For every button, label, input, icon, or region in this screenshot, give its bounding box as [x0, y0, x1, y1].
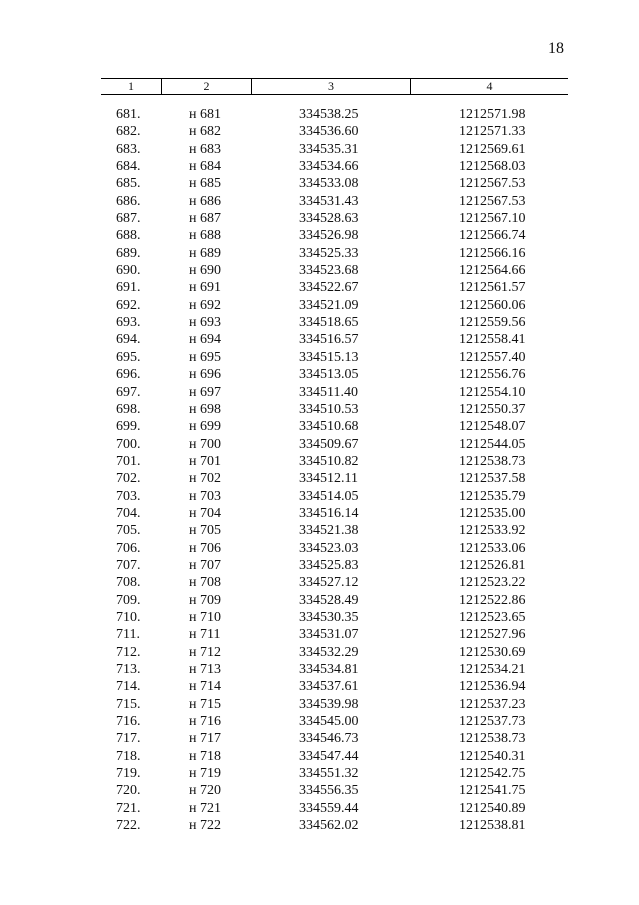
x-coordinate: 334545.00 [299, 714, 359, 730]
y-coordinate: 1212558.41 [459, 332, 526, 348]
point-name: н 688 [189, 228, 221, 244]
row-number: 711. [116, 627, 140, 643]
column-header-3: 3 [252, 79, 411, 94]
y-coordinate: 1212548.07 [459, 419, 526, 435]
point-name: н 704 [189, 505, 221, 521]
point-name: н 715 [189, 696, 221, 712]
y-coordinate: 1212538.73 [459, 453, 526, 469]
table-row [0, 609, 639, 626]
y-coordinate: 1212560.06 [459, 297, 526, 313]
table-row [0, 678, 639, 695]
x-coordinate: 334528.63 [299, 211, 359, 227]
table-row [0, 349, 639, 366]
row-number: 708. [116, 575, 141, 591]
x-coordinate: 334526.98 [299, 228, 359, 244]
point-name: н 690 [189, 263, 221, 279]
y-coordinate: 1212536.94 [459, 679, 526, 695]
row-number: 710. [116, 609, 141, 625]
table-row [0, 436, 639, 453]
x-coordinate: 334559.44 [299, 800, 359, 816]
y-coordinate: 1212534.21 [459, 662, 526, 677]
x-coordinate: 334535.31 [299, 141, 359, 157]
x-coordinate: 334510.68 [299, 419, 359, 435]
table-row [0, 418, 639, 435]
coordinate-table-body [0, 106, 639, 834]
point-name: н 709 [189, 592, 221, 608]
table-row [0, 592, 639, 609]
x-coordinate: 334522.67 [299, 280, 359, 296]
point-name: н 682 [189, 124, 221, 140]
row-number: 696. [116, 367, 141, 383]
table-row [0, 505, 639, 522]
table-row [0, 470, 639, 487]
y-coordinate: 1212567.10 [459, 211, 526, 227]
row-number: 713. [116, 662, 141, 677]
x-coordinate: 334537.61 [299, 679, 359, 695]
table-header [101, 78, 568, 95]
row-number: 721. [116, 800, 141, 816]
y-coordinate: 1212571.98 [459, 107, 526, 122]
point-name: н 683 [189, 141, 221, 157]
page-number: 18 [548, 40, 564, 57]
row-number: 709. [116, 592, 141, 608]
y-coordinate: 1212522.86 [459, 592, 526, 608]
x-coordinate: 334510.53 [299, 401, 359, 417]
y-coordinate: 1212535.79 [459, 488, 526, 504]
row-number: 699. [116, 419, 141, 435]
x-coordinate: 334539.98 [299, 696, 359, 712]
point-name: н 693 [189, 315, 221, 331]
row-number: 712. [116, 644, 141, 660]
point-name: н 721 [189, 800, 221, 816]
point-name: н 720 [189, 783, 221, 799]
column-header-2: 2 [162, 79, 252, 94]
row-number: 719. [116, 766, 141, 782]
point-name: н 684 [189, 159, 221, 175]
point-name: н 708 [189, 575, 221, 591]
y-coordinate: 1212526.81 [459, 557, 526, 573]
table-row [0, 800, 639, 817]
x-coordinate: 334521.38 [299, 523, 359, 539]
table-row [0, 175, 639, 192]
point-name: н 697 [189, 384, 221, 400]
y-coordinate: 1212527.96 [459, 627, 526, 643]
x-coordinate: 334515.13 [299, 349, 359, 365]
x-coordinate: 334534.81 [299, 662, 359, 677]
y-coordinate: 1212537.73 [459, 714, 526, 730]
row-number: 701. [116, 453, 141, 469]
point-name: н 711 [189, 627, 221, 643]
table-row [0, 366, 639, 383]
point-name: н 717 [189, 731, 221, 747]
y-coordinate: 1212537.58 [459, 471, 526, 487]
row-number: 700. [116, 436, 141, 452]
point-name: н 686 [189, 193, 221, 209]
point-name: н 696 [189, 367, 221, 383]
table-row [0, 626, 639, 643]
table-row [0, 331, 639, 348]
point-name: н 699 [189, 419, 221, 435]
row-number: 693. [116, 315, 141, 331]
row-number: 685. [116, 176, 141, 192]
row-number: 707. [116, 557, 141, 573]
table-row [0, 453, 639, 470]
point-name: н 692 [189, 297, 221, 313]
table-row [0, 817, 639, 834]
table-row [0, 401, 639, 418]
row-number: 698. [116, 401, 141, 417]
x-coordinate: 334534.66 [299, 159, 359, 175]
table-row [0, 644, 639, 661]
row-number: 688. [116, 228, 141, 244]
point-name: н 722 [189, 818, 221, 834]
point-name: н 698 [189, 401, 221, 417]
table-row [0, 522, 639, 539]
table-row [0, 245, 639, 262]
table-row [0, 730, 639, 747]
row-number: 718. [116, 748, 141, 764]
table-row [0, 262, 639, 279]
y-coordinate: 1212550.37 [459, 401, 526, 417]
table-row [0, 696, 639, 713]
table-row [0, 557, 639, 574]
y-coordinate: 1212540.89 [459, 800, 526, 816]
y-coordinate: 1212571.33 [459, 124, 526, 140]
x-coordinate: 334516.14 [299, 505, 359, 521]
table-row [0, 193, 639, 210]
point-name: н 687 [189, 211, 221, 227]
point-name: н 718 [189, 748, 221, 764]
point-name: н 689 [189, 245, 221, 261]
y-coordinate: 1212561.57 [459, 280, 526, 296]
column-header-4: 4 [486, 79, 493, 93]
y-coordinate: 1212533.92 [459, 523, 526, 539]
x-coordinate: 334512.11 [299, 471, 358, 487]
x-coordinate: 334525.83 [299, 557, 359, 573]
x-coordinate: 334511.40 [299, 384, 358, 400]
row-number: 695. [116, 349, 141, 365]
y-coordinate: 1212533.06 [459, 540, 526, 556]
y-coordinate: 1212557.40 [459, 349, 526, 365]
point-name: н 712 [189, 644, 221, 660]
table-row [0, 279, 639, 296]
x-coordinate: 334532.29 [299, 644, 359, 660]
table-row [0, 297, 639, 314]
table-row [0, 210, 639, 227]
x-coordinate: 334531.43 [299, 193, 359, 209]
row-number: 681. [116, 107, 141, 122]
table-row [0, 227, 639, 244]
point-name: н 700 [189, 436, 221, 452]
x-coordinate: 334528.49 [299, 592, 359, 608]
x-coordinate: 334536.60 [299, 124, 359, 140]
y-coordinate: 1212567.53 [459, 193, 526, 209]
table-row [0, 488, 639, 505]
y-coordinate: 1212523.65 [459, 609, 526, 625]
point-name: н 685 [189, 176, 221, 192]
row-number: 702. [116, 471, 141, 487]
table-row [0, 106, 639, 123]
table-row [0, 748, 639, 765]
row-number: 716. [116, 714, 141, 730]
row-number: 686. [116, 193, 141, 209]
table-row [0, 765, 639, 782]
y-coordinate: 1212559.56 [459, 315, 526, 331]
y-coordinate: 1212567.53 [459, 176, 526, 192]
point-name: н 681 [189, 107, 221, 122]
y-coordinate: 1212541.75 [459, 783, 526, 799]
row-number: 720. [116, 783, 141, 799]
x-coordinate: 334514.05 [299, 488, 359, 504]
point-name: н 710 [189, 609, 221, 625]
table-row [0, 782, 639, 799]
x-coordinate: 334523.68 [299, 263, 359, 279]
y-coordinate: 1212568.03 [459, 159, 526, 175]
row-number: 706. [116, 540, 141, 556]
table-row [0, 574, 639, 591]
x-coordinate: 334510.82 [299, 453, 359, 469]
point-name: н 706 [189, 540, 221, 556]
y-coordinate: 1212538.73 [459, 731, 526, 747]
row-number: 705. [116, 523, 141, 539]
row-number: 704. [116, 505, 141, 521]
x-coordinate: 334538.25 [299, 107, 359, 122]
y-coordinate: 1212523.22 [459, 575, 526, 591]
y-coordinate: 1212530.69 [459, 644, 526, 660]
table-row [0, 661, 639, 678]
y-coordinate: 1212538.81 [459, 818, 526, 834]
x-coordinate: 334513.05 [299, 367, 359, 383]
row-number: 690. [116, 263, 141, 279]
x-coordinate: 334518.65 [299, 315, 359, 331]
point-name: н 691 [189, 280, 221, 296]
table-row [0, 141, 639, 158]
row-number: 694. [116, 332, 141, 348]
table-row [0, 123, 639, 140]
row-number: 717. [116, 731, 141, 747]
y-coordinate: 1212537.23 [459, 696, 526, 712]
row-number: 689. [116, 245, 141, 261]
point-name: н 694 [189, 332, 221, 348]
row-number: 715. [116, 696, 141, 712]
row-number: 682. [116, 124, 141, 140]
x-coordinate: 334547.44 [299, 748, 359, 764]
table-row [0, 158, 639, 175]
point-name: н 702 [189, 471, 221, 487]
row-number: 691. [116, 280, 141, 296]
x-coordinate: 334556.35 [299, 783, 359, 799]
y-coordinate: 1212569.61 [459, 141, 526, 157]
x-coordinate: 334521.09 [299, 297, 359, 313]
y-coordinate: 1212535.00 [459, 505, 526, 521]
point-name: н 707 [189, 557, 221, 573]
x-coordinate: 334562.02 [299, 818, 359, 834]
x-coordinate: 334551.32 [299, 766, 359, 782]
y-coordinate: 1212540.31 [459, 748, 526, 764]
table-row [0, 713, 639, 730]
y-coordinate: 1212556.76 [459, 367, 526, 383]
y-coordinate: 1212554.10 [459, 384, 526, 400]
table-row [0, 384, 639, 401]
point-name: н 714 [189, 679, 221, 695]
row-number: 684. [116, 159, 141, 175]
x-coordinate: 334546.73 [299, 731, 359, 747]
point-name: н 716 [189, 714, 221, 730]
column-header-1: 1 [101, 79, 162, 94]
row-number: 703. [116, 488, 141, 504]
row-number: 692. [116, 297, 141, 313]
x-coordinate: 334531.07 [299, 627, 359, 643]
row-number: 683. [116, 141, 141, 157]
y-coordinate: 1212542.75 [459, 766, 526, 782]
y-coordinate: 1212566.74 [459, 228, 526, 244]
point-name: н 719 [189, 766, 221, 782]
table-row [0, 314, 639, 331]
row-number: 722. [116, 818, 141, 834]
point-name: н 701 [189, 453, 221, 469]
y-coordinate: 1212544.05 [459, 436, 526, 452]
x-coordinate: 334530.35 [299, 609, 359, 625]
point-name: н 695 [189, 349, 221, 365]
point-name: н 713 [189, 662, 221, 677]
y-coordinate: 1212564.66 [459, 263, 526, 279]
x-coordinate: 334523.03 [299, 540, 359, 556]
x-coordinate: 334527.12 [299, 575, 359, 591]
x-coordinate: 334525.33 [299, 245, 359, 261]
y-coordinate: 1212566.16 [459, 245, 526, 261]
point-name: н 705 [189, 523, 221, 539]
x-coordinate: 334516.57 [299, 332, 359, 348]
x-coordinate: 334509.67 [299, 436, 359, 452]
row-number: 687. [116, 211, 141, 227]
x-coordinate: 334533.08 [299, 176, 359, 192]
row-number: 697. [116, 384, 141, 400]
row-number: 714. [116, 679, 141, 695]
point-name: н 703 [189, 488, 221, 504]
table-row [0, 540, 639, 557]
